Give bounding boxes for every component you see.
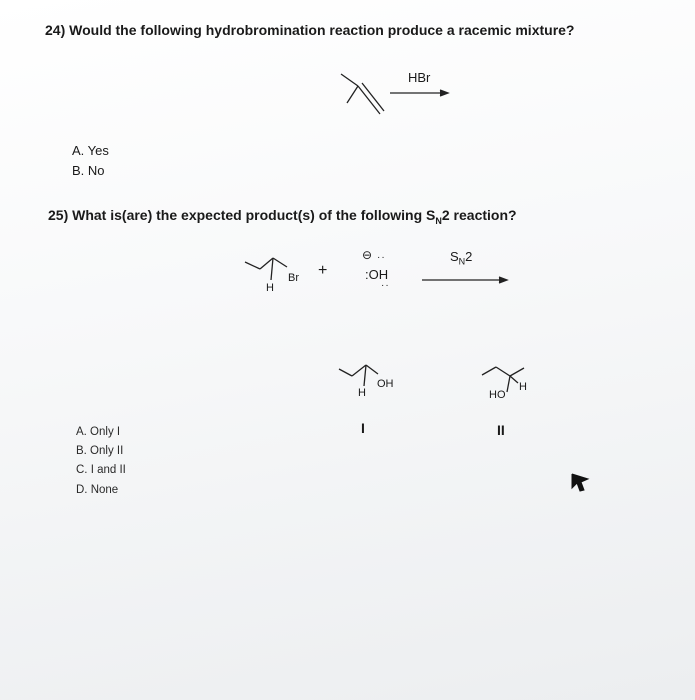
product-1-h-label: H (358, 387, 366, 399)
hydroxide-nucleophile: :OH (365, 267, 389, 282)
q25-option-b[interactable]: B. Only II (76, 445, 124, 457)
product-1-structure (339, 365, 378, 386)
hbr-reaction-arrow (390, 90, 448, 96)
q25-option-c[interactable]: C. I and II (76, 464, 126, 476)
q24-option-b[interactable]: B. No (72, 163, 105, 178)
negative-charge-icon: ⊖ (362, 248, 373, 262)
sn2-condition-label: $S_N2$ (450, 249, 473, 267)
alkene-structure (341, 74, 384, 114)
reagent-hbr: HBr (408, 70, 431, 85)
product-2-h-label: H (519, 381, 527, 393)
product-2-ho-label: HO (489, 389, 506, 401)
q25-option-d[interactable]: D. None (76, 484, 119, 496)
sn2-reaction-arrow (422, 277, 507, 283)
mouse-cursor-icon (572, 474, 588, 491)
question-24-title: 24) Would the following hydrobromination reaction produce a racemic mixture? (45, 22, 575, 38)
question-25-title: 25) What is(are) the expected product(s) of the following $S_N2$ reaction? (48, 207, 517, 226)
lone-pair-dots: ·· (377, 252, 386, 263)
q24-option-a[interactable]: A. Yes (72, 143, 109, 158)
q25-option-a[interactable]: A. Only I (76, 426, 121, 438)
reactant-h-label: H (266, 282, 274, 294)
product-1-oh-label: OH (377, 378, 394, 390)
product-2-numeral: II (497, 422, 505, 438)
reactant-br-label: Br (288, 272, 299, 284)
plus-sign: + (318, 262, 328, 279)
lone-pair-dots-bottom: ·· (381, 280, 390, 291)
product-1-numeral: I (361, 420, 365, 436)
reactant-structure (245, 258, 287, 280)
